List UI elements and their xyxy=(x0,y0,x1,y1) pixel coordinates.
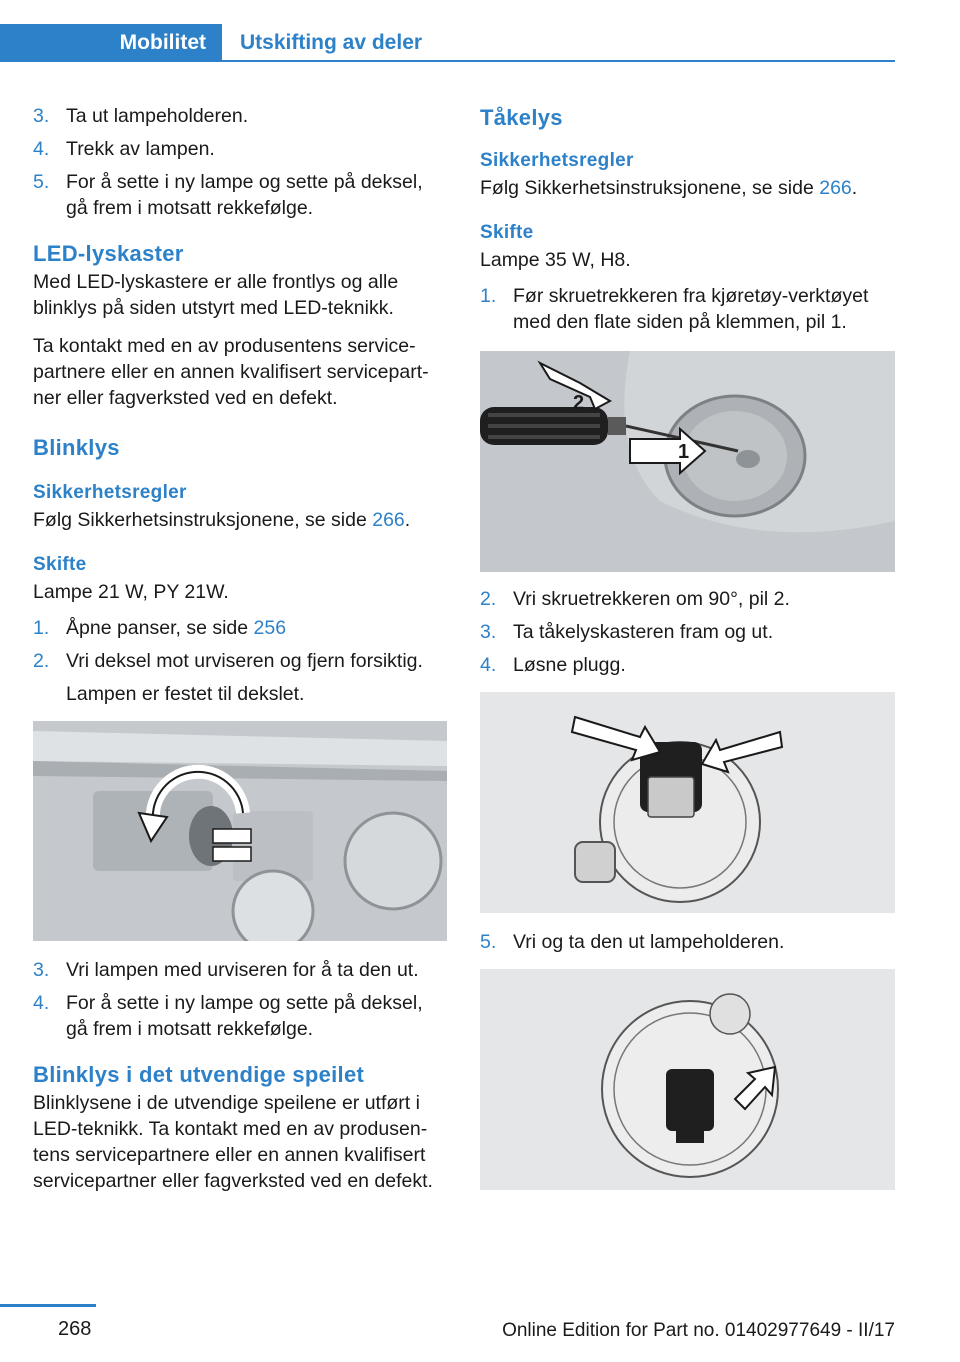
lampholder-illustration xyxy=(480,969,895,1190)
right-column xyxy=(480,103,895,1190)
list-item: 1. Før skruetrekkeren fra kjøretøy-verktøyet med den flate siden på klemmen, pil 1. xyxy=(480,285,869,333)
blinker-figure xyxy=(33,721,447,941)
plug-illustration xyxy=(480,692,895,913)
led-paragraph-2: Ta kontakt med en av produsentens servicepartnere eller en annen kvalifisert servicepartner eller fagverksted ved en defekt. xyxy=(33,335,429,409)
header-rule xyxy=(222,60,895,62)
list-item: 3. Vri lampen med urviseren for å ta den ut. xyxy=(33,959,419,981)
arrow-label-1: 1 xyxy=(678,441,690,463)
list-item: 4. Løsne plugg. xyxy=(480,654,626,676)
chapter-label[interactable]: Utskifting av deler xyxy=(240,31,423,54)
screwdriver-illustration xyxy=(480,351,895,572)
footer-rule xyxy=(0,1304,96,1307)
list-item: 2. Vri deksel mot urviseren og fjern forsiktig. xyxy=(33,650,423,672)
page-header xyxy=(0,0,895,62)
led-heading: LED-lyskaster xyxy=(33,241,184,266)
safety-text: Følg Sikkerhetsinstruksjonene, se side 266. xyxy=(480,177,858,199)
section-tab[interactable] xyxy=(0,24,222,62)
list-item: 5. Vri og ta den ut lampeholderen. xyxy=(480,931,785,953)
screwdriver-figure xyxy=(480,351,895,572)
lamp-spec: Lampe 21 W, PY 21W. xyxy=(33,581,229,603)
change-heading: Skifte xyxy=(480,222,534,243)
list-item: 4. For å sette i ny lampe og sette på deksel, gå frem i motsatt rekkefølge. xyxy=(33,992,423,1040)
blinker-illustration xyxy=(33,721,447,941)
list-item: 4. Trekk av lampen. xyxy=(33,138,215,160)
page-link[interactable]: 266 xyxy=(372,509,405,531)
list-item: 5. For å sette i ny lampe og sette på deksel, gå frem i motsatt rekkefølge. xyxy=(33,171,423,219)
blinker-heading: Blinklys xyxy=(33,435,120,460)
left-column xyxy=(33,103,447,1206)
plug-figure xyxy=(480,692,895,913)
section-label: Mobilitet xyxy=(119,31,206,54)
page-link[interactable]: 256 xyxy=(253,617,287,639)
list-item: 2. Vri skruetrekkeren om 90°, pil 2. xyxy=(480,588,790,610)
list-item: 1. Åpne panser, se side 256 xyxy=(33,617,287,639)
page-link[interactable]: 266 xyxy=(819,177,852,199)
mirror-paragraph: Blinklysene i de utvendige speilene er utført i LED-teknikk. Ta kontakt med en av produsentens servicepartnere eller en annen kvalifisert servicepartner eller fagverksted ved en defekt. xyxy=(33,1092,433,1192)
safety-text: Følg Sikkerhetsinstruksjonene, se side 266. xyxy=(33,509,411,531)
list-item: 3. Ta ut lampeholderen. xyxy=(33,105,249,127)
list-note: Lampen er festet til dekslet. xyxy=(66,683,305,705)
page-number: 268 xyxy=(58,1318,92,1340)
list-item: 3. Ta tåkelyskasteren fram og ut. xyxy=(480,621,774,643)
safety-heading: Sikkerhetsregler xyxy=(33,482,187,503)
led-paragraph-1: Med LED-lyskastere er alle frontlys og alle blinklys på siden utstyrt med LED-teknikk. xyxy=(33,271,399,319)
lamp-spec: Lampe 35 W, H8. xyxy=(480,249,631,271)
arrow-label-2: 2 xyxy=(573,392,585,414)
fog-heading: Tåkelys xyxy=(480,105,563,130)
online-edition: Online Edition for Part no. 01402977649 - II/17 xyxy=(502,1320,895,1341)
lampholder-figure xyxy=(480,969,895,1190)
change-heading: Skifte xyxy=(33,554,87,575)
safety-heading: Sikkerhetsregler xyxy=(480,150,634,171)
mirror-heading: Blinklys i det utvendige speilet xyxy=(33,1062,365,1087)
